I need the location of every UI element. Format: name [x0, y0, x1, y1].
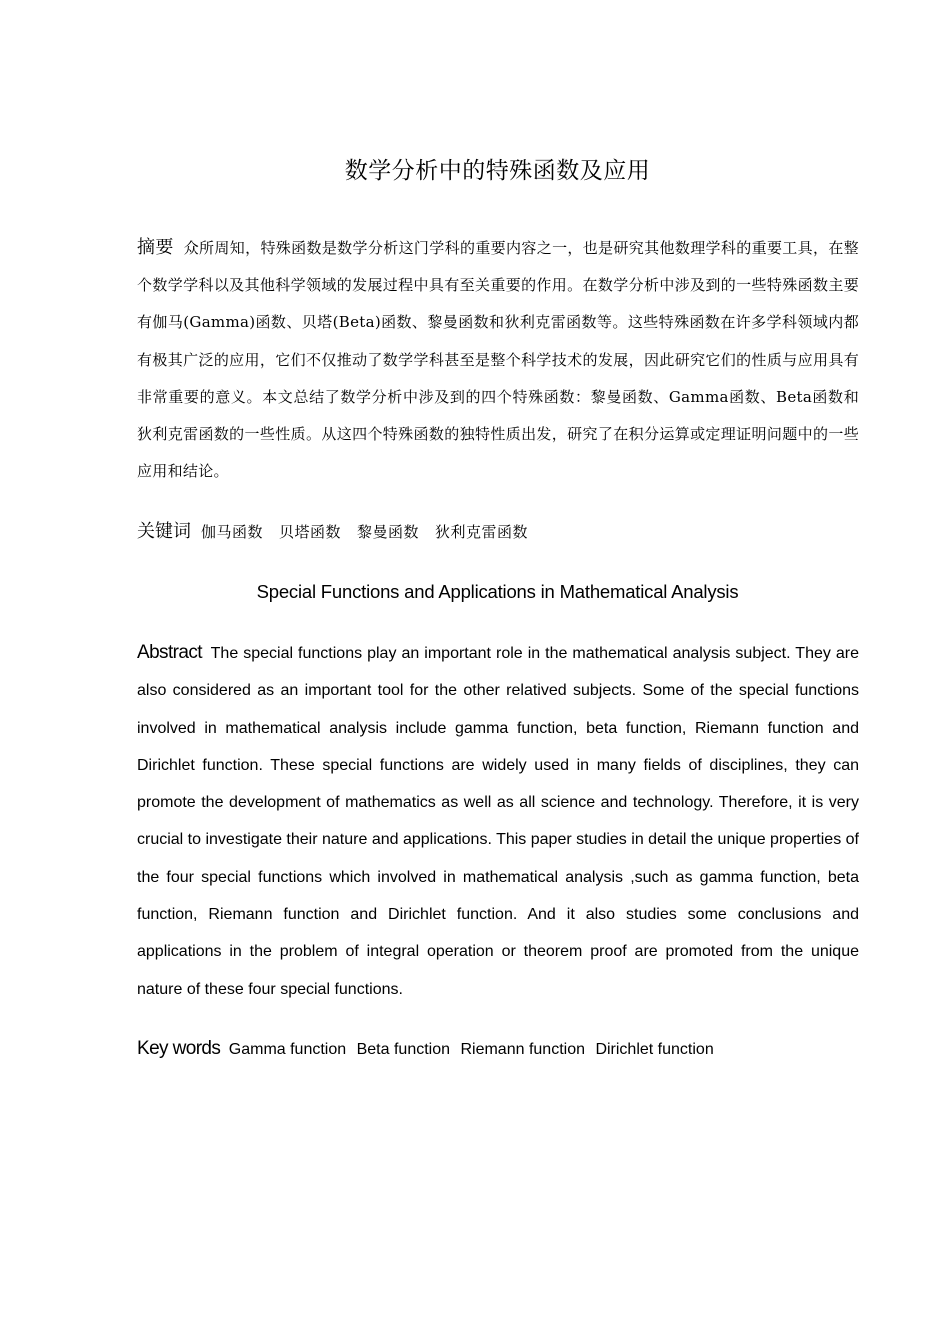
chinese-keywords: [137, 514, 859, 550]
english-abstract-label: Abstract: [137, 642, 202, 663]
chinese-abstract-label: 摘要: [137, 237, 174, 258]
chinese-keyword: 贝塔函数: [279, 523, 342, 541]
chinese-keyword: 狄利克雷函数: [435, 523, 529, 541]
english-keywords: [137, 1032, 859, 1067]
chinese-keyword: 伽马函数: [201, 523, 264, 541]
english-keyword: Beta function: [356, 1041, 451, 1058]
english-title: Special Functions and Applications in Mathematical Analysis: [256, 581, 739, 602]
chinese-abstract-text: 众所周知，特殊函数是数学分析这门学科的重要内容之一，也是研究其他数理学科的重要工具，在整个数学学科以及其他科学领域的发展过程中具有至关重要的作用。在数学分析中涉及到的一些特殊函数主要有伽马(Gamma)函数、贝塔(Beta)函数、黎曼函数和狄利克雷函数等。这些特殊函数在许多学科领域内都有极其广泛的应用，它们不仅推动了数学学科甚至是整个科学技术的发展，因此研究它们的性质与应用具有非常重要的意义。本文总结了数学分析中涉及到的四个特殊函数：黎曼函数、Gamma函数、Beta函数和狄利克雷函数的一些性质。从这四个特殊函数的独特性质出发，研究了在积分运算或定理证明问题中的一些应用和结论。: [137, 239, 859, 481]
english-abstract: [137, 634, 859, 1008]
english-keyword: Dirichlet function: [595, 1041, 714, 1058]
english-keyword: Riemann function: [460, 1041, 585, 1058]
english-abstract-text: The special functions play an important role in the mathematical analysis subject. They are also considered as an important tool for the other relatived subjects. Some of the special functions involved in mathematical analysis include gamma function, beta function, Riemann function and Dirichlet function. These special functions are widely used in many fields of disciplines, they can promote the development of mathematics as well as all science and technology. Therefore, it is very crucial to investigate their nature and applications. This paper studies in detail the unique properties of the four special functions which involved in mathematical analysis ,such as gamma function, beta function, Riemann function and Dirichlet function. And it also studies some conclusions and applications in the problem of integral operation or theorem proof are promoted from the unique nature of these four special functions.: [137, 645, 860, 998]
chinese-keyword: 黎曼函数: [357, 523, 420, 541]
chinese-abstract: [137, 229, 859, 490]
chinese-keywords-label: 关键词: [137, 521, 191, 542]
chinese-title: 数学分析中的特殊函数及应用: [344, 158, 651, 184]
english-keywords-label: Key words: [137, 1038, 221, 1059]
english-keyword: Gamma function: [228, 1041, 347, 1058]
